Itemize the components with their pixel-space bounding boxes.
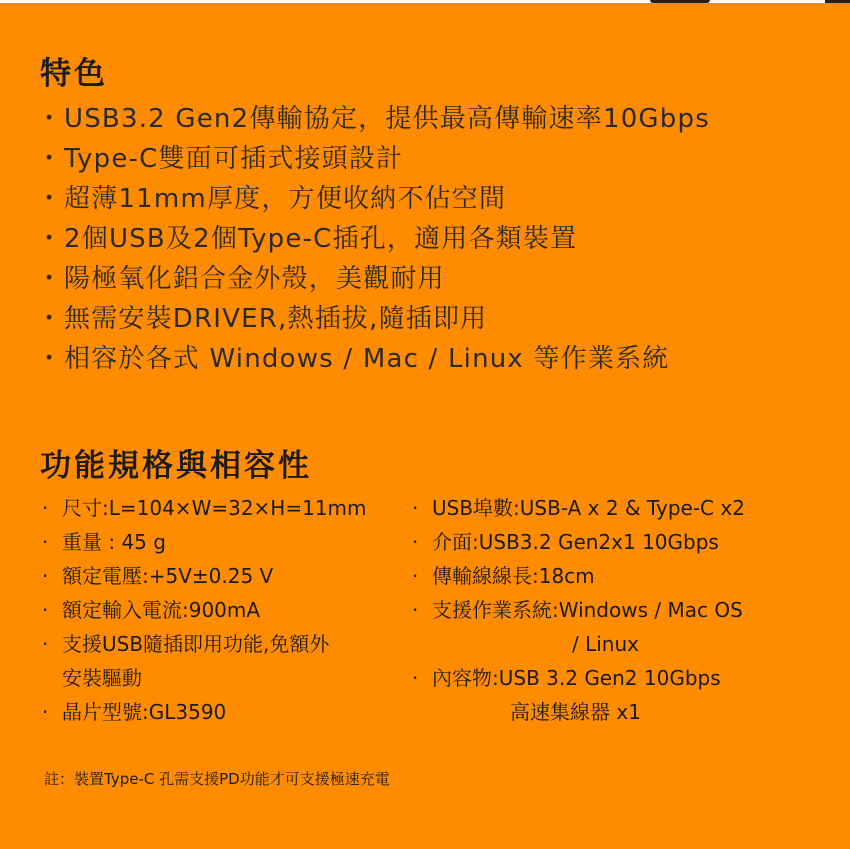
bullet: ・: [36, 343, 64, 374]
specs-left-column: [40, 491, 400, 729]
bullet: ·: [412, 564, 419, 588]
spec-text: 尺寸:L=104×W=32×H=11mm: [62, 496, 367, 520]
bullet: ·: [42, 530, 49, 554]
feature-item: [36, 96, 826, 136]
top-image-edge-dark: [650, 0, 710, 3]
bullet: ・: [36, 143, 64, 174]
bullet: ·: [412, 666, 419, 690]
feature-text: 無需安裝DRIVER,熱插拔,隨插即用: [64, 303, 488, 334]
specs-heading: 功能規格與相容性: [40, 448, 312, 484]
spec-text: 額定輸入電流:900mA: [62, 598, 261, 622]
feature-item: [36, 216, 826, 256]
top-image-edge-dark-right: [825, 0, 850, 3]
spec-item-chip: [40, 695, 400, 729]
spec-text: 支援USB隨插即用功能,免額外: [62, 632, 330, 656]
feature-text: 超薄11mm厚度，方便收納不佔空間: [64, 183, 507, 214]
spec-item-current: [40, 593, 400, 627]
features-heading: 特色: [40, 56, 108, 92]
spec-text: 介面:USB3.2 Gen2x1 10Gbps: [432, 530, 719, 554]
top-image-edge: [0, 0, 850, 3]
spec-item-plug-and-play: [40, 627, 400, 695]
spec-text: USB埠數:USB-A x 2 & Type-C x2: [432, 496, 745, 520]
feature-text: 陽極氧化鋁合金外殼，美觀耐用: [64, 263, 445, 294]
spec-item-package-contents: [410, 661, 830, 729]
spec-text: 額定電壓:+5V±0.25 V: [62, 564, 274, 588]
bullet: ・: [36, 183, 64, 214]
feature-item: [36, 296, 826, 336]
spec-item-ports: [410, 491, 830, 525]
spec-item-cable-length: [410, 559, 830, 593]
footnote: 註：裝置Type-C 孔需支援PD功能才可支援極速充電: [44, 770, 390, 788]
bullet: ・: [36, 103, 64, 134]
bullet: ・: [36, 303, 64, 334]
bullet: ・: [36, 263, 64, 294]
feature-text: 2個USB及2個Type-C插孔，適用各類裝置: [64, 223, 578, 254]
feature-text: Type-C雙面可插式接頭設計: [64, 143, 404, 174]
bullet: ·: [42, 632, 49, 656]
feature-item: [36, 256, 826, 296]
features-list: [36, 96, 826, 376]
bullet: ・: [36, 223, 64, 254]
spec-text: 重量 : 45 g: [62, 530, 166, 554]
spec-text-continued: 高速集線器 x1: [510, 700, 641, 724]
spec-text: 內容物:USB 3.2 Gen2 10Gbps: [432, 666, 721, 690]
feature-item: [36, 136, 826, 176]
spec-item-dimensions: [40, 491, 400, 525]
bullet: ·: [412, 530, 419, 554]
bullet: ·: [412, 496, 419, 520]
bullet: ·: [42, 598, 49, 622]
feature-item: [36, 336, 826, 376]
spec-text: 傳輸線線長:18cm: [432, 564, 595, 588]
spec-item-voltage: [40, 559, 400, 593]
spec-item-os-support: [410, 593, 830, 661]
spec-text-continued: 安裝驅動: [62, 666, 142, 690]
bullet: ·: [42, 564, 49, 588]
feature-text: USB3.2 Gen2傳輸協定，提供最高傳輸速率10Gbps: [64, 103, 710, 134]
spec-item-weight: [40, 525, 400, 559]
spec-text-continued: / Linux: [572, 632, 639, 656]
bullet: ·: [42, 496, 49, 520]
spec-text: 晶片型號:GL3590: [62, 700, 227, 724]
feature-text: 相容於各式 Windows / Mac / Linux 等作業系統: [64, 343, 670, 374]
spec-text: 支援作業系統:Windows / Mac OS: [432, 598, 743, 622]
bullet: ·: [412, 598, 419, 622]
bullet: ·: [42, 700, 49, 724]
feature-item: [36, 176, 826, 216]
spec-item-interface: [410, 525, 830, 559]
specs-right-column: [410, 491, 830, 729]
